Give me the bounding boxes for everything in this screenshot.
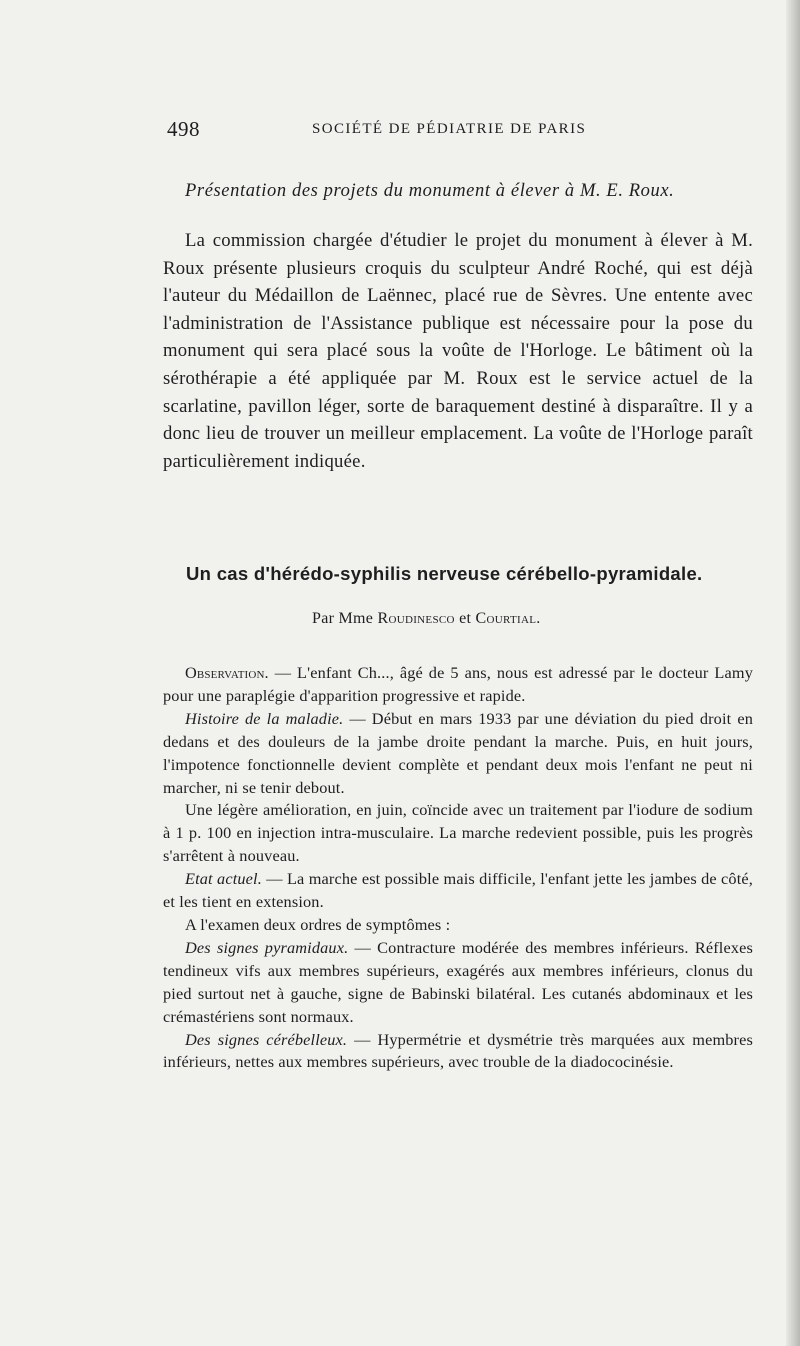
paragraph-text: Une légère amélioration, en juin, coïncide avec un traitement par l'iodure de sodium à 1 p. 100 en injection intra-musculaire. La marche redevient possible, puis les progrès s'arrêtent à nouveau. — [163, 800, 753, 866]
article-paragraph — [163, 708, 753, 800]
paragraph-text: — La marche est possible mais difficile, l'enfant jette les jambes de côté, et les tient en extension. — [163, 869, 753, 912]
paragraph-lead: Observation. — [185, 663, 269, 682]
author-name: Courtial. — [475, 610, 541, 627]
article-body — [163, 662, 753, 1074]
running-head: SOCIÉTÉ DE PÉDIATRIE DE PARIS — [312, 121, 587, 137]
paragraph-text: — Hypermétrie et dysmétrie très marquées aux membres inférieurs, nettes aux membres supérieurs, avec trouble de la diadococinésie. — [163, 1029, 753, 1072]
author-name: Roudinesco — [377, 610, 455, 627]
authors-prefix: Par Mme — [312, 610, 374, 627]
paragraph-text: A l'examen deux ordres de symptômes : — [185, 914, 451, 934]
article-paragraph — [163, 1029, 753, 1075]
paragraph-text: — L'enfant Ch..., âgé de 5 ans, nous est adressé par le docteur Lamy pour une paraplégie d'apparition progressive et rapide. — [163, 663, 753, 705]
authors-join: et — [459, 610, 472, 627]
article-paragraph — [163, 799, 753, 868]
article-paragraph — [163, 868, 753, 914]
section-body — [163, 227, 753, 475]
article-paragraph — [163, 914, 753, 937]
paragraph-lead: Des signes cérébelleux. — [185, 1029, 348, 1049]
article-title: Un cas d'hérédo-syphilis nerveuse cérébello-pyramidale. — [186, 563, 703, 584]
paragraph-text: — Contracture modérée des membres inférieurs. Réflexes tendineux vifs aux membres supérieurs, exagérés aux membres inférieurs, clonus du pied surtout net à gauche, signe de Babinski bilatéral. Les cutanés abdominaux et les crémastériens sont normaux. — [163, 937, 754, 1026]
article-authors — [312, 610, 541, 628]
section-paragraph: La commission chargée d'étudier le projet du monument à élever à M. Roux présente plusieurs croquis du sculpteur André Roché, qui est déjà l'auteur du Médaillon de Laënnec, placé rue de Sèvres. Une entente avec l'administration de l'Assistance publique est nécessaire pour la pose du monument qui sera placé sous la voûte de l'Horloge. Le bâtiment où la sérothérapie a été appliquée par M. Roux est le service actuel de la scarlatine, pavillon léger, sorte de baraquement destiné à disparaître. Il y a donc lieu de trouver un meilleur emplacement. La voûte de l'Horloge paraît particulièrement indiquée. — [163, 230, 753, 472]
article-paragraph — [163, 662, 753, 708]
paragraph-lead: Des signes pyramidaux. — [185, 937, 349, 957]
paragraph-text: — Début en mars 1933 par une déviation du pied droit en dedans et des douleurs de la jambe droite pendant la marche. Puis, en huit jours, l'impotence fonctionnelle devient complète et pendant deux mois l'enfant ne peut ni marcher, ni se tenir debout. — [163, 708, 753, 797]
page-number: 498 — [167, 117, 200, 141]
paragraph-lead: Etat actuel. — [185, 869, 262, 889]
article-paragraph — [163, 937, 753, 1029]
section-title: Présentation des projets du monument à élever à M. E. Roux. — [185, 181, 675, 201]
page-header — [167, 117, 767, 143]
paragraph-lead: Histoire de la maladie. — [185, 708, 344, 728]
page-edge — [786, 0, 800, 1346]
